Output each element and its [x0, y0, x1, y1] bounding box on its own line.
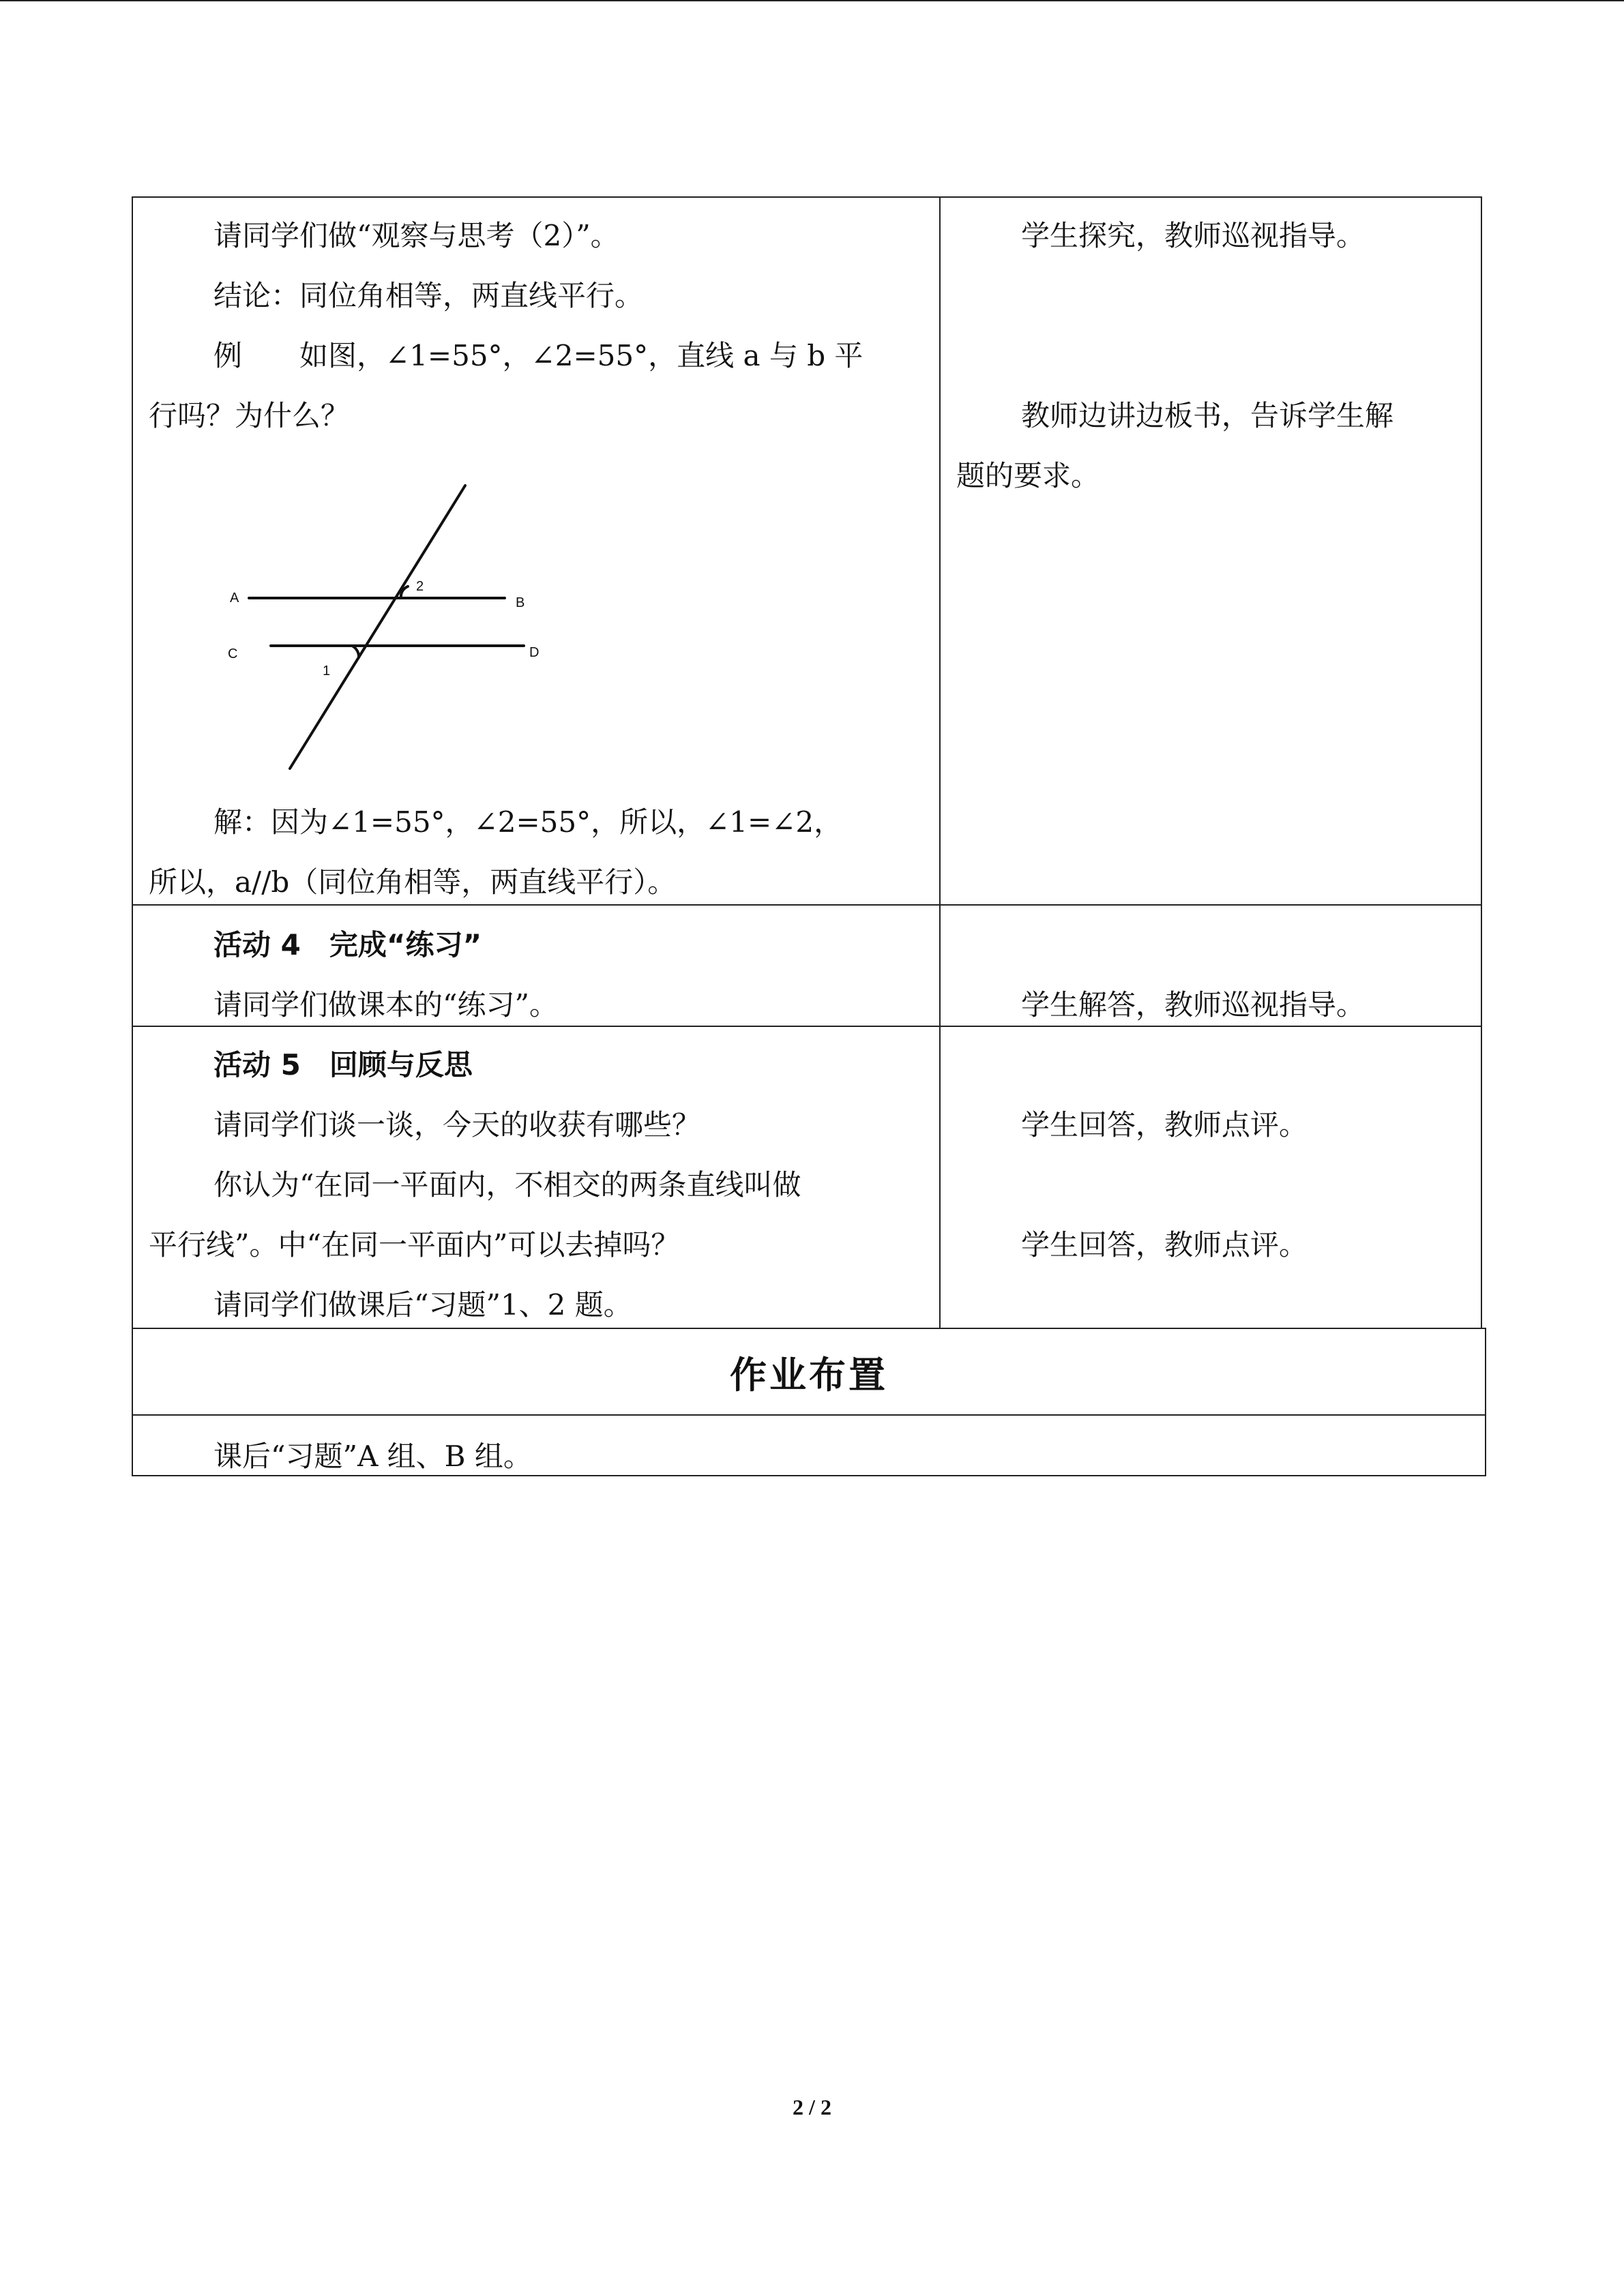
homework-content: 课后“习题”A 组、B 组。	[213, 1440, 532, 1473]
angle2-label: 2	[416, 579, 424, 594]
point-a-label: A	[230, 591, 239, 606]
teacher-note: 学生解答，教师巡视指导。	[1021, 988, 1365, 1022]
teacher-note: 学生探究，教师巡视指导。	[1021, 219, 1365, 252]
parallel-lines-figure	[218, 477, 559, 777]
point-d-label: D	[529, 645, 540, 660]
activity-5-heading: 活动 5 回顾与反思	[213, 1048, 473, 1082]
teacher-note-cont: 题的要求。	[956, 459, 1100, 492]
activity-5-text: 请同学们谈一谈，今天的收获有哪些？	[213, 1108, 701, 1142]
conclusion-text: 结论：同位角相等，两直线平行。	[213, 279, 644, 312]
activity-5-question: 你认为“在同一平面内，不相交的两条直线叫做	[213, 1168, 801, 1202]
point-b-label: B	[516, 595, 525, 610]
table-border-right	[1481, 196, 1482, 1329]
example-text-cont: 行吗？为什么？	[149, 399, 350, 432]
solution-text-cont: 所以，a//b（同位角相等，两直线平行）。	[149, 865, 677, 899]
table-border-left	[132, 196, 133, 1476]
table-column-divider	[939, 196, 941, 1329]
transversal-line	[290, 486, 465, 769]
teacher-note: 学生回答，教师点评。	[1021, 1108, 1308, 1142]
angle1-arc	[352, 646, 359, 657]
activity-5-question-cont: 平行线”。中“在同一平面内”可以去掉吗？	[149, 1228, 680, 1262]
activity-5-exercise: 请同学们做课后“习题”1、2 题。	[213, 1288, 632, 1322]
angle1-label: 1	[323, 664, 331, 679]
page-number: 2 / 2	[793, 2095, 831, 2119]
activity-4-heading: 活动 4 完成“练习”	[213, 928, 482, 961]
teacher-note: 教师边讲边板书，告诉学生解	[1021, 399, 1394, 432]
point-c-label: C	[228, 646, 238, 661]
teacher-note: 学生回答，教师点评。	[1021, 1228, 1308, 1262]
table-border-top	[132, 196, 1482, 198]
activity-4-text: 请同学们做课本的“练习”。	[213, 988, 558, 1022]
solution-text: 解：因为∠1=55°，∠2=55°，所以，∠1=∠2，	[213, 805, 843, 839]
page-top-border	[0, 0, 1624, 1]
instruction-text: 请同学们做“观察与思考（2）”。	[213, 219, 619, 252]
homework-title: 作业布置	[730, 1353, 888, 1397]
example-text: 例 如图，∠1=55°，∠2=55°，直线 a 与 b 平	[213, 339, 863, 372]
